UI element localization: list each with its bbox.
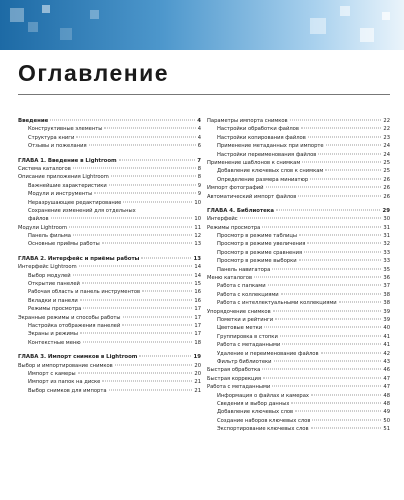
toc-entry[interactable] [18,224,201,232]
toc-entry[interactable] [18,165,201,173]
toc-entry-title: Цветовые метки [217,325,263,332]
toc-dot-leader [280,335,382,336]
toc-dot-leader [272,386,381,387]
toc-page-number: 18 [194,339,201,346]
toc-dot-leader [73,274,193,275]
toc-entry-title: Экраны и режимы [28,331,78,338]
toc-entry[interactable] [18,280,201,288]
toc-page-number: 16 [194,289,201,296]
toc-dot-leader [141,257,191,258]
toc-page-number: 22 [383,126,390,133]
toc-page-number: 21 [194,379,201,386]
toc-dot-leader [339,302,382,303]
toc-entry-title: Интерфейс Lightroom [18,264,77,271]
banner-square [90,10,99,19]
banner-square [28,22,38,32]
toc-dot-leader [51,218,193,219]
toc-entry-title: Создание наборов ключевых слов [217,417,311,424]
toc-dot-leader [311,428,382,429]
toc-page-number: 36 [383,275,390,282]
toc-page-number: 10 [194,216,201,223]
toc-chapter[interactable] [18,117,201,125]
toc-page-number: 10 [194,199,201,206]
toc-dot-leader [304,251,381,252]
toc-page-number: 46 [383,367,390,374]
toc-entry[interactable] [18,240,201,248]
toc-page-number: 33 [383,258,390,265]
toc-entry-title: Неразрушающее редактирование [28,199,122,206]
toc-entry[interactable] [18,134,201,142]
toc-entry[interactable] [207,125,390,133]
toc-entry[interactable] [18,314,201,322]
toc-entry-title: Модули и инструменты [28,191,93,198]
toc-entry[interactable] [207,308,390,316]
toc-entry[interactable] [18,362,201,370]
toc-page-number: 50 [383,417,390,424]
toc-entry[interactable] [207,417,390,425]
toc-entry[interactable] [207,257,390,265]
toc-page-number: 26 [383,193,390,200]
toc-chapter[interactable] [207,207,390,215]
toc-dot-leader [299,235,381,236]
banner-square [382,12,390,20]
toc-dot-leader [307,243,381,244]
toc-entry-title: Настройки копирования файлов [217,134,306,141]
toc-entry-title: Импорт из папок на диске [28,379,101,386]
toc-dot-leader [78,372,193,373]
toc-dot-leader [274,360,382,361]
toc-page-number: 26 [383,185,390,192]
toc-entry[interactable] [18,339,201,347]
toc-dot-leader [76,136,195,137]
toc-entry-title: Конструктивные элементы [28,126,103,133]
toc-entry[interactable] [207,232,390,240]
toc-page-number: 7 [197,157,201,164]
toc-entry-title: Работа с метаданными [207,384,271,391]
banner-square [340,6,350,16]
toc-entry-title: Структура книги [28,134,75,141]
toc-page-number: 13 [193,255,201,262]
toc-dot-leader [290,120,382,121]
toc-page-number: 26 [383,176,390,183]
toc-entry-title: Рабочая область и панель инструментов [28,289,141,296]
toc-page-number: 41 [383,342,390,349]
toc-entry[interactable] [207,266,390,274]
toc-entry[interactable] [18,378,201,386]
toc-page-number: 17 [194,314,201,321]
toc-entry[interactable] [207,134,390,142]
toc-dot-leader [263,377,381,378]
toc-entry[interactable] [18,263,201,271]
toc-page-number: 19 [193,354,201,361]
toc-entry[interactable] [207,159,390,167]
toc-page-number: 39 [383,308,390,315]
toc-dot-leader [94,193,195,194]
toc-page-number: 47 [383,375,390,382]
toc-entry[interactable] [207,151,390,159]
toc-entry[interactable] [18,370,201,378]
toc-entry-title: Работа с интеллектуальными коллекциями [217,300,337,307]
toc-dot-leader [318,153,381,154]
toc-entry[interactable] [207,240,390,248]
toc-entry-title: Группировка в стопки [217,333,278,340]
toc-entry[interactable] [18,322,201,330]
toc-entry-title: Настройки переименования файлов [217,151,317,158]
toc-page-number: 29 [382,207,390,214]
toc-dot-leader [262,226,381,227]
toc-dot-leader [115,364,193,365]
toc-page-number: 8 [197,165,201,172]
toc-entry[interactable] [207,215,390,223]
toc-dot-leader [282,344,381,345]
toc-dot-leader [308,136,382,137]
toc-entry[interactable] [207,425,390,433]
toc-page-number: 38 [383,300,390,307]
toc-page-number: 33 [383,249,390,256]
toc-dot-leader [82,283,192,284]
toc-entry-title: Система каталогов [18,165,71,172]
toc-entry-title: Добавление ключевых слов к снимкам [217,168,324,175]
toc-page-number: 48 [383,400,390,407]
toc-page-number: 15 [194,281,201,288]
toc-entry-title: Работа с коллекциями [217,291,279,298]
toc-dot-leader [79,266,193,267]
toc-entry[interactable] [18,173,201,181]
toc-dot-leader [80,333,192,334]
banner-square [360,28,374,42]
toc-page-number: 48 [383,392,390,399]
page-title: Оглавление [18,60,170,86]
toc-page-number: 16 [194,297,201,304]
toc-entry[interactable] [207,249,390,257]
banner-square [42,5,50,13]
toc-page-number: 17 [194,331,201,338]
toc-entry[interactable] [18,182,201,190]
toc-page-number: 32 [383,241,390,248]
toc-entry[interactable] [18,288,201,296]
toc-entry-title: Просмотр в режиме увеличения [217,241,306,248]
banner-square [60,28,72,40]
toc-entry[interactable] [207,324,390,332]
toc-entry[interactable] [207,117,390,125]
toc-entry[interactable] [207,193,390,201]
toc-entry[interactable] [207,316,390,324]
toc-page-number: 39 [383,316,390,323]
toc-entry[interactable] [207,184,390,192]
toc-entry[interactable] [207,176,390,184]
toc-entry-title: Информация о файлах и камерах [217,392,309,399]
toc-entry-title: Просмотр в режиме сравнения [217,249,303,256]
toc-page-number: 13 [194,241,201,248]
toc-entry-title: Пометки и рейтинги [217,316,274,323]
toc-dot-leader [104,128,195,129]
toc-dot-leader [50,120,195,121]
toc-entry-title: Описание приложения Lightroom [18,174,109,181]
toc-entry[interactable] [207,408,390,416]
toc-chapter[interactable] [18,353,201,361]
toc-dot-leader [266,187,382,188]
toc-entry[interactable] [18,199,201,207]
toc-chapter[interactable] [18,157,201,165]
toc-dot-leader [142,291,192,292]
toc-entry-title: файлов [28,216,49,223]
toc-chapter[interactable] [18,255,201,263]
toc-entry-title: ГЛАВА 2. Интерфейс и приёмы работы [18,255,140,262]
toc-entry[interactable] [207,333,390,341]
toc-dot-leader [83,341,193,342]
toc-dot-leader [109,184,196,185]
toc-entry-title: Быстрая коррекция [207,375,262,382]
toc-entry-title: Контекстные меню [28,339,81,346]
toc-page-number: 37 [383,283,390,290]
toc-page-number: 6 [197,143,201,150]
toc-dot-leader [119,159,196,160]
toc-entry-title: Определение размера миниатюр [217,176,309,183]
toc-entry-title: Отзывы и пожелания [28,143,87,150]
toc-entry-title: Меню каталогов [207,275,253,282]
toc-page-number: 25 [383,168,390,175]
toc-dot-leader [262,369,381,370]
toc-dot-leader [275,318,381,319]
toc-dot-leader [272,268,381,269]
toc-entry-title: Сохранение изменений для отдельных [28,207,136,214]
toc-dot-leader [83,308,192,309]
toc-entry[interactable] [207,350,390,358]
header-banner [0,0,404,50]
toc-entry[interactable] [207,299,390,307]
toc-entry-title: ГЛАВА 4. Библиотека [207,207,275,214]
toc-dot-leader [298,195,381,196]
toc-entry-title: Сведения и выбор данных [217,400,290,407]
toc-entry[interactable] [207,358,390,366]
toc-entry-title: Выбор снимков для импорта [28,387,107,394]
toc-page-number: 8 [197,174,201,181]
toc-page-number: 14 [194,272,201,279]
toc-dot-leader [276,209,380,210]
toc-page-number: 4 [197,134,201,141]
toc-entry-title: Панель навигатора [217,266,271,273]
toc-entry-title: Быстрая обработка [207,367,261,374]
toc-dot-leader [240,218,382,219]
toc-entry-title: Просмотр в режиме таблицы [217,233,297,240]
toc-entry[interactable] [18,207,201,215]
toc-dot-leader [109,389,193,390]
toc-page-number: 22 [383,118,390,124]
toc-entry-title: Применение шаблонов к снимкам [207,159,301,166]
toc-page-number: 9 [197,182,201,189]
toc-page-number: 30 [383,216,390,223]
toc-entry-title: Режимы просмотра [207,224,261,231]
toc-dot-leader [89,145,196,146]
toc-entry[interactable] [207,282,390,290]
toc-entry-title: Важнейшие характеристики [28,182,107,189]
toc-entry-title: Параметры импорта снимков [207,118,288,124]
toc-entry[interactable] [207,167,390,175]
toc-entry[interactable] [18,272,201,280]
toc-page-number: 11 [194,224,201,231]
toc-page-number: 20 [194,362,201,369]
toc-dot-leader [301,128,382,129]
toc-column-right [207,117,390,433]
toc-entry-title: Автоматический импорт файлов [207,193,297,200]
toc-entry-title: Экранные режимы и способы работы [18,314,121,321]
toc-entry-title: ГЛАВА 1. Введение в Lightroom [18,157,117,164]
toc-entry-title: Введение [18,118,49,124]
toc-entry[interactable] [18,330,201,338]
toc-entry-title: Вкладки и панели [28,297,78,304]
toc-dot-leader [268,285,382,286]
toc-entry[interactable] [207,383,390,391]
toc-page-number: 51 [383,426,390,433]
toc-dot-leader [254,277,381,278]
toc-dot-leader [111,176,196,177]
toc-dot-leader [299,260,382,261]
toc-entry-title: Работа с папками [217,283,266,290]
toc-entry-title: Экспортирование ключевых слов [217,426,309,433]
toc-dot-leader [73,167,196,168]
toc-entry-title: Выбор модулей [28,272,71,279]
toc-dot-leader [69,226,192,227]
toc-entry-title: Открытие панелей [28,281,80,288]
toc-entry[interactable] [18,125,201,133]
toc-page-number: 25 [383,159,390,166]
toc-entry[interactable] [18,297,201,305]
toc-dot-leader [273,310,382,311]
toc-page-number: 41 [383,333,390,340]
toc-entry-title: Работа с метаданными [217,342,281,349]
toc-entry[interactable] [18,232,201,240]
toc-entry-title: Удаление и переименование файлов [217,350,319,357]
toc-dot-leader [102,381,192,382]
toc-page-number: 42 [383,350,390,357]
toc-dot-leader [326,145,382,146]
toc-entry[interactable] [207,375,390,383]
toc-page-number: 31 [383,224,390,231]
toc-entry-title: Упорядочение снимков [207,308,271,315]
toc-entry-title: Применение метаданных при импорте [217,143,324,150]
toc-page-number: 9 [197,191,201,198]
toc-page-number: 24 [383,151,390,158]
toc-page-number: 23 [383,134,390,141]
toc-entry-title: Интерфейс [207,216,238,223]
toc-dot-leader [73,235,192,236]
toc-entry[interactable] [207,341,390,349]
toc-dot-leader [321,352,382,353]
toc-entry[interactable] [18,142,201,150]
toc-entry-title: Добавление ключевых слов [217,409,294,416]
toc-entry[interactable] [18,305,201,313]
toc-dot-leader [80,299,193,300]
toc-dot-leader [291,402,381,403]
toc-page-number: 38 [383,291,390,298]
toc-entry[interactable] [207,366,390,374]
toc-entry-title: Настройка отображения панелей [28,322,121,329]
toc-page-number: 12 [194,233,201,240]
toc-dot-leader [123,201,192,202]
toc-entry-title: Настройки обработки файлов [217,126,299,133]
toc-page-number: 24 [383,143,390,150]
toc-entry[interactable] [18,215,201,223]
toc-dot-leader [139,356,191,357]
toc-page-number: 49 [383,409,390,416]
toc-dot-leader [264,327,381,328]
toc-entry[interactable] [207,291,390,299]
toc-entry-title: Фильтр библиотеки [217,358,272,365]
toc-entry-title: Импорт фотографий [207,185,264,192]
toc-entry-title: Модули Lightroom [18,224,68,231]
toc-page-number: 17 [194,322,201,329]
toc-entry-title: Импорт с камеры [28,370,76,377]
toc-page-number: 4 [197,126,201,133]
toc-dot-leader [325,170,381,171]
toc-dot-leader [102,243,193,244]
toc-entry[interactable] [207,392,390,400]
banner-square [10,8,24,22]
toc-entry-title: Выбор и импортирование снимков [18,362,113,369]
toc-page-number: 20 [194,370,201,377]
toc-entry[interactable] [207,400,390,408]
toc-page-number: 35 [383,266,390,273]
toc-entry[interactable] [207,142,390,150]
toc-entry[interactable] [207,274,390,282]
toc-entry[interactable] [18,190,201,198]
toc-page-number: 40 [383,325,390,332]
toc-column-left [18,117,201,395]
title-divider [18,94,390,95]
toc-page-number: 17 [194,306,201,313]
toc-dot-leader [312,419,381,420]
banner-square [310,18,326,34]
toc-entry-title: Основные приёмы работы [28,241,100,248]
toc-page-number: 4 [197,118,201,124]
toc-dot-leader [311,394,381,395]
toc-entry-title: Режимы просмотра [28,306,82,313]
toc-page-number: 21 [194,387,201,394]
toc-dot-leader [123,316,193,317]
toc-entry-title: Просмотр в режиме выборки [217,258,297,265]
toc-dot-leader [281,293,382,294]
toc-dot-leader [302,161,381,162]
toc-page-number: 47 [383,384,390,391]
toc-page-number: 31 [383,233,390,240]
toc-dot-leader [295,411,381,412]
toc-entry-title: ГЛАВА 3. Импорт снимков в Lightroom [18,354,138,361]
toc-entry[interactable] [18,387,201,395]
toc-entry[interactable] [207,224,390,232]
toc-entry-title: Панель фильма [28,233,71,240]
toc-page-number: 14 [194,264,201,271]
toc-dot-leader [122,324,192,325]
toc-dot-leader [310,178,381,179]
toc-page-number: 43 [383,358,390,365]
